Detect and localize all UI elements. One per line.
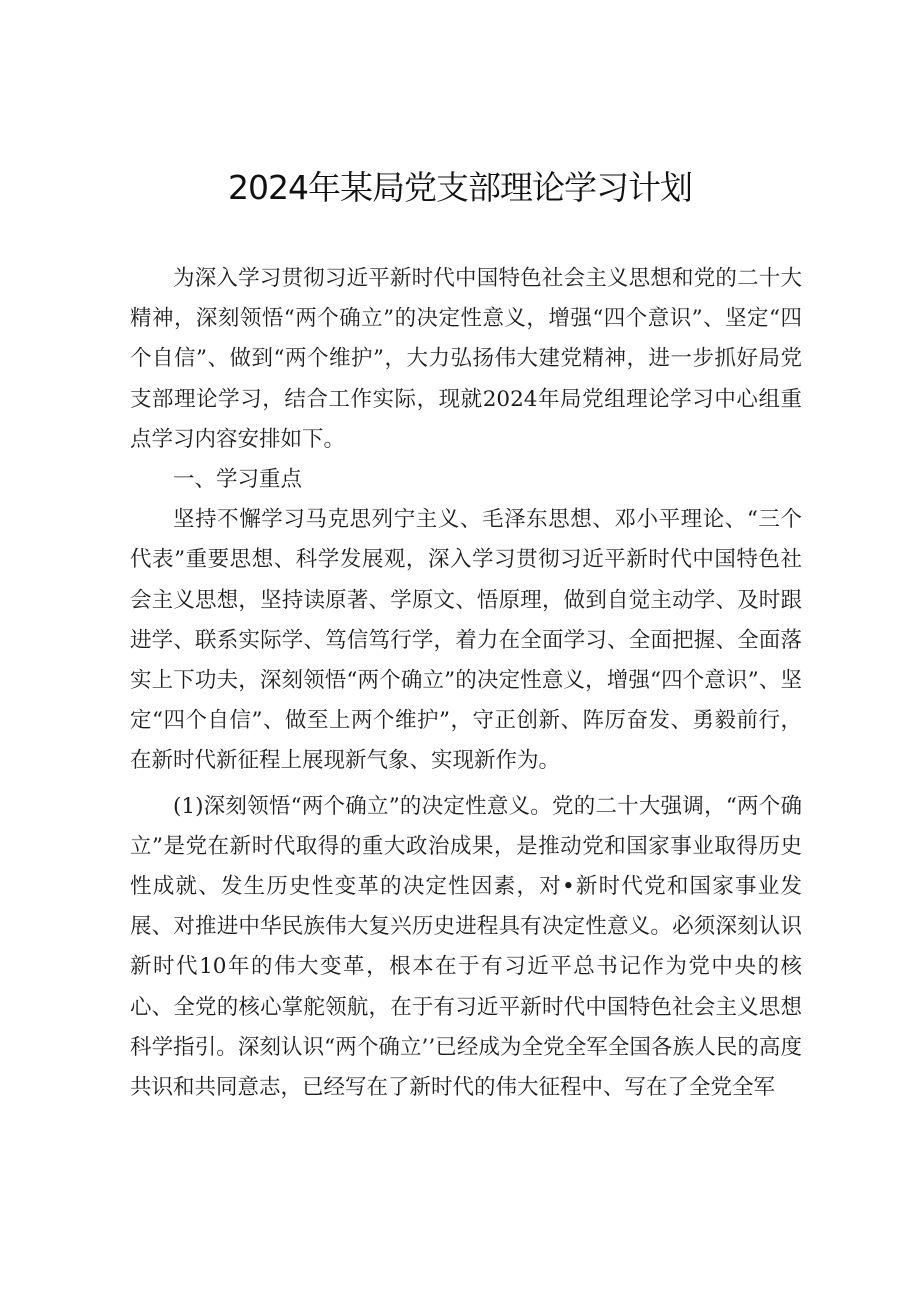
document-title: 2024年某局党支部理论学习计划 xyxy=(228,168,692,207)
intro-paragraph: 为深入学习贯彻习近平新时代中国特色社会主义思想和党的二十大精神，深刻领悟“两个确立”的决定性意义，增强“四个意识”、坚定“四个自信”、做到“两个维护”，大力弘扬伟大建党精神，进一步抓好局党支部理论学习，结合工作实际，现就2024年局党组理论学习中心组重点学习内容安排如下。 xyxy=(130,266,802,452)
study-focus-paragraph: 坚持不懈学习马克思列宁主义、毛泽东思想、邓小平理论、“三个代表”重要思想、科学发展观，深入学习贯彻习近平新时代中国特色社会主义思想，坚持读原著、学原文、悟原理，做到自觉主动学、及时跟进学、联系实际学、笃信笃行学，着力在全面学习、全面把握、全面落实上下功夫，深刻领悟“两个确立”的决定性意义，增强“四个意识”、坚定“四个自信”、做至上两个维护”，守正创新、阵厉奋发、勇毅前行，在新时代新征程上展现新气象、实现新作为。 xyxy=(130,507,802,774)
document-body xyxy=(130,259,802,1108)
section-heading-study-focus: 一、学习重点 xyxy=(173,467,303,493)
item-1-paragraph: (1)深刻领悟“两个确立”的决定性意义。党的二十大强调，“两个确立”是党在新时代取得的重大政治成果，是推动党和国家事业取得历史性成就、发生历史性变革的决定性因素，对•新时代党和国家事业发展、对推进中华民族伟大复兴历史进程具有决定性意义。必须深刻认识新时代10年的伟大变革，根本在于有习近平总书记作为党中央的核心、全党的核心掌舵领航，在于有习近平新时代中国特色社会主义思想科学指引。深刻认识“两个确立’’已经成为全党全军全国各族人民的高度共识和共同意志，已经写在了新时代的伟大征程中、写在了全党全军 xyxy=(130,793,802,1101)
